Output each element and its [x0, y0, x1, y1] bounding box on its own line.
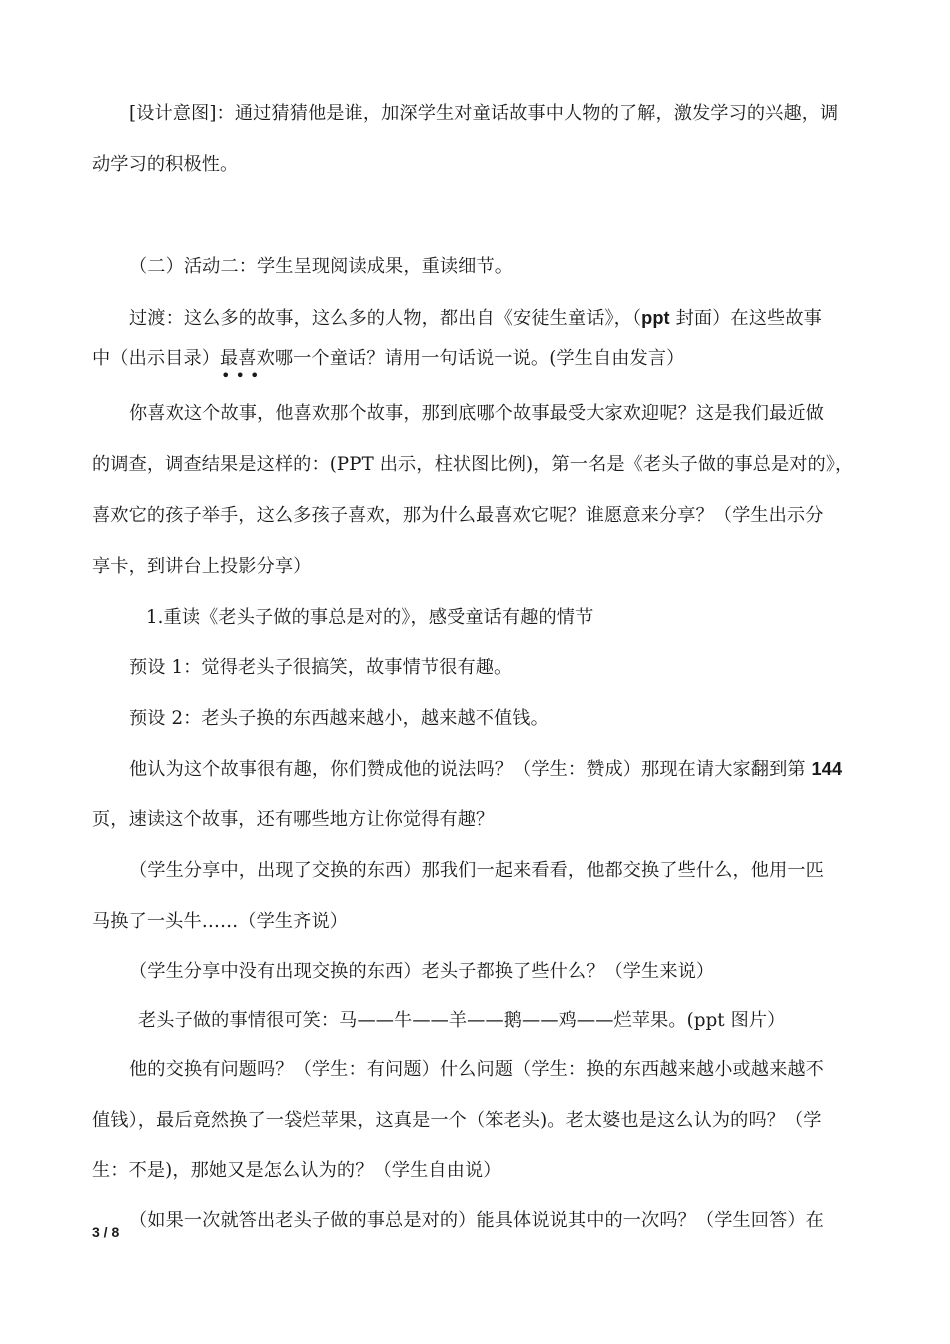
- text-line: （如果一次就答出老头子做的事总是对的）能具体说说其中的一次吗？（学生回答）在: [129, 1210, 824, 1231]
- text-line: 页，速读这个故事，还有哪些地方让你觉得有趣？: [92, 809, 495, 830]
- text-line: 你喜欢这个故事，他喜欢那个故事，那到底哪个故事最受大家欢迎呢？这是我们最近做: [129, 403, 824, 424]
- text-line: （学生分享中，出现了交换的东西）那我们一起来看看，他都交换了些什么，他用一匹: [129, 860, 824, 881]
- page-number: 3 / 8: [92, 1224, 120, 1240]
- section-heading: （二）活动二：学生呈现阅读成果，重读细节。: [129, 256, 514, 277]
- text-line: 马换了一头牛……（学生齐说）: [92, 911, 349, 932]
- text-line: 预设 1：觉得老头子很搞笑，故事情节很有趣。: [129, 657, 513, 678]
- emphasis-dots: • • •: [221, 366, 260, 385]
- text-line: 喜欢它的孩子举手，这么多孩子喜欢，那为什么最喜欢它呢？谁愿意来分享？（学生出示分: [92, 505, 824, 526]
- text-line: 值钱），最后竟然换了一袋烂苹果，这真是一个（笨老头)。老太婆也是这么认为的吗？（学: [92, 1110, 822, 1131]
- text-line: 他的交换有问题吗？（学生：有问题）什么问题（学生：换的东西越来越小或越来越不: [129, 1059, 824, 1080]
- text-line: 老头子做的事情很可笑：马——牛——羊——鹅——鸡——烂苹果。(ppt 图片）: [138, 1010, 786, 1031]
- text-line: 过渡：这么多的故事，这么多的人物，都出自《安徒生童话》，（ppt 封面）在这些故事: [129, 308, 822, 329]
- text-line: （学生分享中没有出现交换的东西）老头子都换了些什么？（学生来说）: [129, 961, 715, 982]
- text-line: [设计意图]：通过猜猜他是谁，加深学生对童话故事中人物的了解，激发学习的兴趣，调: [129, 103, 839, 124]
- text-line: 预设 2：老头子换的东西越来越小，越来越不值钱。: [129, 708, 549, 729]
- text-line: 中（出示目录）最喜欢哪一个童话？请用一句话说一说。(学生自由发言）: [92, 348, 685, 369]
- text-line: 动学习的积极性。: [92, 154, 239, 175]
- text-line: 生：不是)，那她又是怎么认为的？（学生自由说）: [92, 1160, 502, 1181]
- text-line: 享卡，到讲台上投影分享）: [92, 556, 312, 577]
- text-line: 的调查，调查结果是这样的：(PPT 出示，柱状图比例)，第一名是《老头子做的事总是对的》，: [92, 454, 854, 475]
- text-line: 他认为这个故事很有趣，你们赞成他的说法吗？（学生：赞成）那现在请大家翻到第 144: [129, 759, 843, 780]
- subsection-heading: 1.重读《老头子做的事总是对的》，感受童话有趣的情节: [146, 607, 594, 628]
